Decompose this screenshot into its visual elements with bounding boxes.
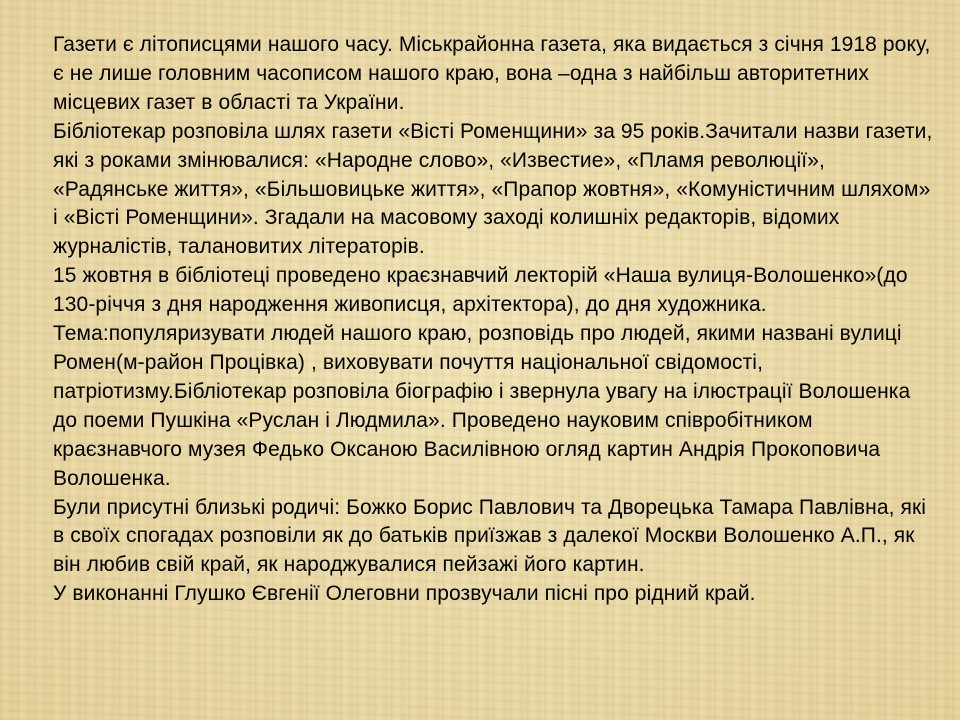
slide-text-body [53, 31, 933, 609]
paragraph-theme: Тема:популяризувати людей нашого краю, розповідь про людей, якими названі вулиці Ромен(м-район Процівка) , виховувати почуття національної свідомості, патріотизму.Бібліотекар розповіла біографію і звернула увагу на ілюстрації Волошенка до поеми Пушкіна «Руслан і Людмила». Проведено науковим співробітником краєзнавчого музея Федько Оксаною Василівною огляд картин Андрія Прокоповича Волошенка. [53, 322, 911, 490]
paragraph-newspaper-history: Бібліотекар розповіла шлях газети «Вісті Роменщини» за 95 років.Зачитали назви газети, які з роками змінювалися: «Народне слово», «Известие», «Пламя революції», «Радянське життя», «Більшовицьке життя», «Прапор жовтня», «Комуністичним шляхом» і «Вісті Роменщини». Згадали на масовому заході колишніх редакторів, відомих журналістів, талановитих літераторів. [53, 119, 933, 259]
paragraph-songs: У виконанні Глушко Євгенії Олеговни прозвучали пісні про рідний край. [53, 582, 756, 606]
paragraph-lecture-voloshenko: 15 жовтня в бібліотеці проведено краєзнавчий лекторій «Наша вулиця-Волошенко»(до 130-річчя з дня народження живописця, архітектора), до дня художника. [53, 264, 908, 317]
paragraph-relatives: Були присутні близькі родичі: Божко Борис Павлович та Дворецька Тамара Павлівна, які в своїх спогадах розповіли як до батьків приїзжав з далекої Москви Волошенко А.П., як він любив свій край, як народжувалися пейзажі його картин. [53, 495, 927, 577]
paragraph-newspapers-chroniclers: Газети є літописцями нашого часу. Міськрайонна газета, яка видається з січня 1918 року, є не лише головним часописом нашого краю, вона –одна з найбільш авторитетних місцевих газет в області та України. [53, 33, 931, 114]
